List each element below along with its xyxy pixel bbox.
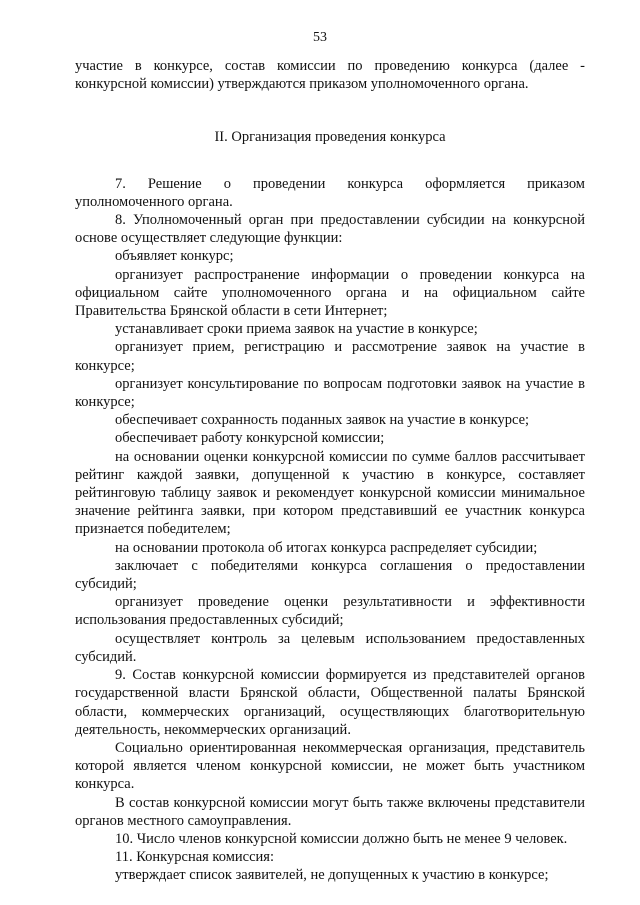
paragraph: В состав конкурсной комиссии могут быть также включены представители органов местного самоуправления. (75, 794, 585, 829)
paragraph-list (75, 175, 585, 885)
paragraph: организует распространение информации о проведении конкурса на официальном сайте уполномоченного органа и на официальном сайте Правительства Брянской области в сети Интернет; (75, 266, 585, 320)
section-heading: II. Организация проведения конкурса (214, 129, 446, 146)
paragraph: 9. Состав конкурсной комиссии формируется из представителей органов государственной власти Брянской области, Общественной палаты Брянской области, коммерческих организаций, осуществляющих благотворительную деятельность, некоммерческих организаций. (75, 667, 585, 738)
paragraph: на основании оценки конкурсной комиссии по сумме баллов рассчитывает рейтинг каждой заявки, допущенной к участию в конкурсе, составляет рейтинговую таблицу заявок и рекомендует конкурсной комиссии минимальное значение рейтинга заявки, при котором представивший ее участник конкурса признается победителем; (75, 448, 585, 538)
paragraph: устанавливает сроки приема заявок на участие в конкурсе; (115, 321, 478, 338)
paragraph: 8. Уполномоченный орган при предоставлении субсидии на конкурсной основе осуществляет следующие функции: (75, 212, 585, 247)
paragraph: организует проведение оценки результативности и эффективности использования предоставленных субсидий; (75, 594, 585, 629)
document-body (75, 57, 585, 885)
paragraph: заключает с победителями конкурса соглашения о предоставлении субсидий; (75, 557, 585, 593)
page-number: 53 (313, 30, 327, 45)
paragraph: организует консультирование по вопросам подготовки заявок на участие в конкурсе; (75, 375, 585, 411)
intro-paragraph: участие в конкурсе, состав комиссии по проведению конкурса (далее - конкурсной комиссии) утверждаются приказом уполномоченного органа. (75, 58, 585, 93)
paragraph: объявляет конкурс; (115, 248, 234, 265)
paragraph: 7. Решение о проведении конкурса оформляется приказом уполномоченного органа. (75, 175, 585, 210)
paragraph: 11. Конкурсная комиссия: (115, 849, 274, 866)
paragraph: обеспечивает работу конкурсной комиссии; (115, 430, 385, 447)
paragraph: осуществляет контроль за целевым использованием предоставленных субсидий. (75, 630, 585, 665)
paragraph: 10. Число членов конкурсной комиссии должно быть не менее 9 человек. (115, 830, 568, 847)
paragraph: организует прием, регистрацию и рассмотрение заявок на участие в конкурсе; (75, 339, 585, 374)
paragraph: на основании протокола об итогах конкурса распределяет субсидии; (115, 539, 538, 556)
paragraph: обеспечивает сохранность поданных заявок на участие в конкурсе; (115, 412, 530, 429)
paragraph: Социально ориентированная некоммерческая организация, представитель которой является членом конкурсной комиссии, не может быть участником конкурса. (75, 739, 585, 793)
paragraph: утверждает список заявителей, не допущенных к участию в конкурсе; (115, 867, 549, 884)
